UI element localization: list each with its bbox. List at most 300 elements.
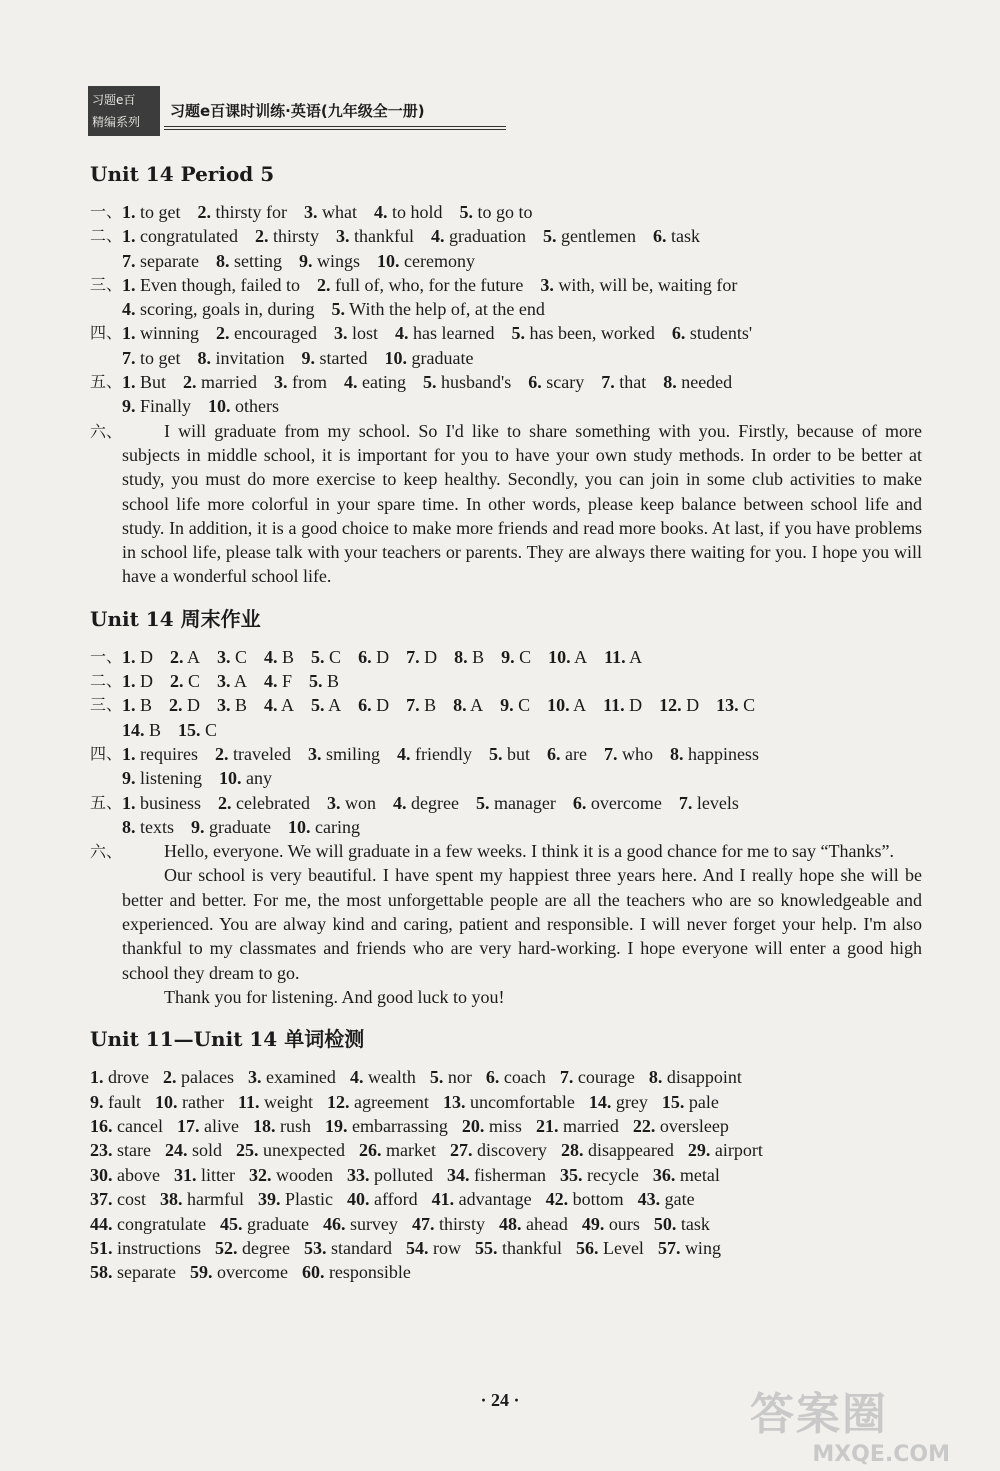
answer-text: overcome — [216, 1262, 288, 1283]
exercise-mark: 二、 — [90, 226, 123, 246]
answer-item — [299, 251, 360, 271]
answer-item — [672, 323, 752, 343]
answer-item — [377, 251, 475, 271]
answer-text: A — [328, 695, 342, 716]
exercise-mark: 五、 — [90, 792, 123, 812]
answer-text: task — [670, 226, 700, 247]
answer-item — [317, 275, 523, 295]
answer-item — [327, 793, 376, 813]
answer-item — [601, 372, 646, 392]
answer-text: A — [573, 695, 587, 716]
answer-number: 1. — [122, 323, 136, 344]
answer-item — [122, 323, 199, 343]
answer-item — [501, 647, 531, 667]
answer-number: 11. — [237, 1091, 260, 1112]
answer-line — [122, 718, 922, 742]
answer-line — [122, 645, 922, 669]
unit-section — [90, 160, 922, 589]
answer-line — [122, 742, 922, 766]
answer-text: coach — [503, 1067, 546, 1088]
answer-number: 4. — [349, 1067, 364, 1088]
answer-line — [90, 1065, 922, 1089]
answer-number: 8. — [122, 816, 136, 837]
answer-item — [304, 1238, 392, 1258]
answer-text: A — [470, 695, 484, 716]
answer-number: 9. — [301, 347, 315, 368]
answer-item — [548, 647, 587, 667]
answer-text: won — [344, 792, 376, 813]
answer-number: 1. — [122, 202, 136, 222]
answer-number: 10. — [155, 1091, 178, 1112]
answer-item — [604, 744, 653, 764]
answer-number: 2. — [316, 274, 331, 295]
answer-line — [122, 815, 922, 839]
answer-number: 52. — [215, 1238, 238, 1259]
answer-number: 2. — [197, 202, 211, 222]
answer-text: responsible — [328, 1262, 411, 1283]
answer-item — [560, 1165, 639, 1185]
answer-text: D — [140, 646, 153, 667]
answer-number: 8. — [197, 347, 211, 368]
answer-number: 3. — [247, 1067, 262, 1088]
exercise-mark: 二、 — [90, 671, 123, 691]
answer-number: 22. — [632, 1116, 656, 1137]
answer-item — [540, 275, 737, 295]
answer-text: bottom — [572, 1189, 624, 1210]
answer-item — [431, 226, 526, 246]
answer-item — [183, 372, 257, 392]
answer-item — [190, 1262, 288, 1282]
answer-item — [528, 372, 584, 392]
answer-item — [122, 202, 181, 222]
answer-text: Level — [602, 1238, 644, 1259]
answer-number: 35. — [559, 1164, 583, 1185]
answer-item — [462, 1116, 522, 1136]
answer-item — [163, 1067, 234, 1087]
answer-item — [327, 1092, 429, 1112]
answer-item — [311, 647, 341, 667]
answer-text: graduation — [448, 226, 526, 247]
answer-text: texts — [140, 816, 174, 837]
answer-number: 26. — [358, 1140, 382, 1161]
answer-text: scoring, goals in, during — [140, 299, 315, 320]
answer-text: instructions — [117, 1238, 201, 1259]
answer-item — [122, 251, 199, 271]
answer-text: degree — [242, 1238, 290, 1259]
answer-text: B — [327, 671, 340, 692]
answer-text: D — [424, 646, 438, 667]
answer-text: any — [246, 768, 272, 789]
answer-text: A — [629, 646, 643, 667]
answer-item — [220, 1214, 309, 1234]
exercise-group — [90, 791, 922, 840]
answer-text: discovery — [476, 1140, 547, 1161]
answer-number: 7. — [559, 1067, 574, 1088]
answer-item — [654, 1214, 710, 1234]
answer-item — [688, 1140, 763, 1160]
answer-number: 4. — [122, 299, 136, 320]
book-title: 习题e百课时训练·英语(九年级全一册) — [170, 102, 425, 120]
answer-number: 44. — [90, 1213, 113, 1234]
answer-text: unexpected — [263, 1140, 345, 1161]
answer-item — [543, 226, 636, 246]
answer-text: graduate — [411, 347, 474, 368]
answer-item — [308, 744, 380, 764]
exercise-answers — [122, 645, 922, 669]
exercise-answers — [122, 742, 922, 791]
answer-number: 3. — [326, 792, 341, 813]
answer-text: airport — [714, 1140, 763, 1161]
answer-item — [453, 695, 483, 715]
answer-line — [122, 321, 922, 345]
answer-text: D — [686, 695, 700, 716]
answer-item — [122, 817, 174, 837]
answer-number: 2. — [218, 792, 232, 813]
essay-answer — [90, 839, 922, 1009]
answer-text: business — [140, 792, 202, 813]
answer-line — [90, 1212, 922, 1236]
answer-item — [659, 695, 699, 715]
answer-text: courage — [577, 1067, 635, 1088]
answer-text: traveled — [232, 743, 291, 764]
answer-number: 25. — [236, 1140, 259, 1161]
answer-item — [219, 768, 272, 788]
answer-item — [311, 695, 341, 715]
answer-text: wealth — [367, 1067, 416, 1088]
answer-item — [476, 793, 556, 813]
answer-item — [347, 1189, 418, 1209]
answer-number: 3. — [304, 202, 318, 222]
answer-item — [218, 793, 310, 813]
answer-number: 14. — [588, 1091, 612, 1112]
answer-number: 38. — [160, 1189, 183, 1210]
answer-text: litter — [200, 1164, 235, 1185]
answer-number: 39. — [257, 1189, 281, 1210]
answer-text: husband's — [440, 372, 512, 393]
answer-item — [374, 202, 443, 222]
answer-number: 5. — [488, 743, 503, 764]
section-title: Unit 14 Period 5 — [90, 162, 275, 186]
answer-number: 37. — [90, 1189, 113, 1210]
page-header — [88, 86, 506, 136]
answer-item — [304, 202, 357, 222]
answer-number: 1. — [122, 695, 136, 716]
answer-item — [90, 1092, 141, 1112]
answer-number: 9. — [122, 396, 136, 417]
answer-item — [589, 1092, 648, 1112]
answer-text: separate — [140, 250, 199, 271]
answer-number: 59. — [189, 1262, 213, 1283]
answer-number: 1. — [122, 226, 136, 247]
answer-text: to get — [140, 347, 181, 368]
answer-text: gate — [664, 1189, 695, 1210]
answer-number: 57. — [657, 1238, 681, 1259]
answer-number: 13. — [442, 1091, 466, 1112]
exercise-mark: 六、 — [90, 842, 123, 862]
answer-text: examined — [265, 1067, 336, 1088]
answer-item — [460, 202, 533, 222]
answer-number: 1. — [122, 671, 136, 692]
answer-item — [582, 1214, 640, 1234]
answer-text: happiness — [687, 743, 759, 764]
answer-number: 1. — [122, 792, 136, 813]
exercise-mark: 一、 — [90, 202, 123, 221]
answer-number: 4. — [264, 671, 278, 692]
answer-number: 23. — [90, 1140, 113, 1161]
answer-item — [122, 671, 153, 691]
answer-item — [216, 251, 282, 271]
answer-text: married — [201, 372, 257, 393]
answer-item — [264, 647, 294, 667]
answer-item — [208, 396, 279, 416]
answer-text: invitation — [215, 347, 285, 368]
answer-item — [122, 396, 191, 416]
answer-line — [90, 1163, 922, 1187]
answer-item — [649, 1067, 742, 1087]
answer-number: 1. — [122, 372, 136, 393]
answer-number: 15. — [661, 1091, 685, 1112]
exercise-answers — [122, 200, 922, 224]
answer-item — [347, 1165, 433, 1185]
answer-number: 24. — [164, 1140, 188, 1161]
answer-text: C — [188, 671, 201, 692]
answer-item — [358, 647, 389, 667]
answer-number: 8. — [669, 743, 684, 764]
answer-item — [406, 695, 436, 715]
answer-line — [90, 1236, 922, 1260]
answer-number: 60. — [301, 1262, 325, 1283]
answer-item — [325, 1116, 448, 1136]
answer-text: miss — [488, 1116, 522, 1137]
answer-item — [122, 348, 181, 368]
answer-number: 27. — [449, 1140, 473, 1161]
answer-number: 5. — [475, 792, 490, 813]
answer-item — [344, 372, 406, 392]
answer-item — [264, 671, 292, 691]
answer-number: 19. — [324, 1116, 348, 1137]
answer-item — [217, 695, 247, 715]
answer-text: B — [140, 695, 153, 716]
answer-item — [432, 1189, 532, 1209]
answer-number: 7. — [603, 743, 618, 764]
answer-text: cost — [117, 1189, 146, 1210]
exercise-group — [90, 321, 922, 370]
answer-text: ceremony — [403, 250, 475, 271]
answer-text: started — [319, 347, 368, 368]
answer-text: winning — [140, 323, 200, 344]
answer-number: 2. — [170, 646, 184, 667]
answer-item — [122, 695, 152, 715]
answer-item — [238, 1092, 313, 1112]
answer-text: D — [140, 671, 153, 692]
exercise-group — [90, 273, 922, 322]
answer-text: eating — [361, 372, 406, 393]
answer-item — [576, 1238, 644, 1258]
answer-number: 3. — [217, 671, 231, 692]
exercise-answers — [122, 370, 922, 419]
answer-item — [395, 323, 494, 343]
answer-number: 10. — [548, 646, 571, 667]
answer-number: 12. — [659, 695, 682, 716]
vocab-section — [90, 1025, 922, 1285]
answer-number: 20. — [461, 1116, 485, 1137]
page-number: · 24 · — [480, 1390, 520, 1410]
section-title: Unit 11—Unit 14 单词检测 — [90, 1027, 365, 1052]
answer-item — [560, 1067, 635, 1087]
answer-number: 12. — [326, 1091, 350, 1112]
answer-number: 45. — [219, 1213, 243, 1234]
answer-number: 8. — [215, 250, 230, 271]
answer-text: fault — [108, 1091, 141, 1112]
answer-item — [486, 1067, 546, 1087]
answer-item — [384, 348, 473, 368]
answer-number: 4. — [396, 743, 411, 764]
answer-item — [638, 1189, 695, 1209]
answer-number: 47. — [411, 1213, 435, 1234]
answer-item — [122, 299, 314, 319]
essay-body — [122, 419, 922, 589]
answer-number: 9. — [122, 768, 136, 789]
exercise-mark: 六、 — [90, 421, 123, 441]
answer-item — [716, 695, 755, 715]
answer-item — [309, 671, 339, 691]
answer-item — [217, 671, 247, 691]
answer-number: 1. — [122, 274, 136, 295]
answer-line — [122, 693, 922, 717]
answer-text: C — [743, 695, 756, 716]
answer-text: scary — [546, 372, 585, 393]
answer-number: 4. — [394, 323, 409, 344]
answer-item — [170, 647, 200, 667]
answer-number: 9. — [298, 250, 313, 271]
answer-item — [90, 1067, 149, 1087]
exercise-group — [90, 200, 922, 224]
answer-number: 42. — [545, 1189, 569, 1210]
answer-item — [302, 1262, 411, 1282]
answer-item — [160, 1189, 244, 1209]
answer-text: row — [432, 1238, 461, 1259]
answer-number: 3. — [540, 274, 554, 295]
answer-number: 54. — [405, 1238, 429, 1259]
answer-number: 7. — [406, 695, 420, 716]
answer-number: 9. — [90, 1091, 104, 1112]
answer-text: ours — [608, 1213, 640, 1234]
answer-content — [90, 160, 922, 1301]
answer-number: 50. — [653, 1213, 677, 1234]
answer-number: 4. — [374, 202, 388, 222]
answer-number: 5. — [459, 202, 474, 222]
answer-number: 5. — [511, 323, 525, 344]
answer-number: 4. — [264, 695, 278, 716]
answer-item — [169, 695, 200, 715]
answer-item — [323, 1214, 398, 1234]
answer-text: ahead — [525, 1213, 568, 1234]
answer-item — [670, 744, 759, 764]
answer-number: 5. — [331, 299, 345, 320]
answer-number: 53. — [303, 1238, 327, 1259]
answer-text: B — [424, 695, 437, 716]
answer-item — [255, 226, 319, 246]
answer-item — [191, 817, 271, 837]
answer-line — [122, 394, 922, 418]
answer-item — [604, 647, 642, 667]
answer-number: 9. — [191, 816, 205, 837]
answer-item — [475, 1238, 562, 1258]
answer-item — [334, 323, 378, 343]
answer-text: congratulate — [117, 1213, 206, 1234]
answer-text: B — [282, 646, 295, 667]
answer-text: friendly — [414, 743, 472, 764]
answer-text: students' — [689, 323, 753, 344]
answer-item — [406, 647, 437, 667]
answer-number: 7. — [122, 250, 136, 271]
answer-text: A — [187, 646, 201, 667]
answer-item — [215, 1238, 290, 1258]
answer-number: 16. — [90, 1116, 113, 1137]
exercise-mark: 三、 — [90, 695, 123, 715]
answer-number: 5. — [429, 1067, 444, 1088]
answer-text: graduate — [246, 1213, 309, 1234]
exercise-mark: 四、 — [90, 323, 123, 343]
answer-number: 3. — [307, 743, 322, 764]
answer-number: 7. — [601, 372, 615, 393]
answer-number: 2. — [254, 226, 269, 247]
answer-number: 4. — [430, 226, 445, 247]
answer-number: 48. — [498, 1213, 522, 1234]
answer-item — [90, 1189, 146, 1209]
answer-line — [90, 1114, 922, 1138]
answer-number: 2. — [169, 695, 183, 716]
answer-text: stare — [117, 1140, 151, 1161]
answer-number: 36. — [652, 1164, 676, 1185]
answer-number: 3. — [217, 646, 231, 667]
answer-item — [90, 1262, 176, 1282]
answer-item — [350, 1067, 416, 1087]
answer-text: advantage — [458, 1189, 532, 1210]
answer-number: 10. — [384, 347, 407, 368]
answer-item — [393, 793, 459, 813]
answer-number: 1. — [122, 743, 136, 764]
answer-number: 41. — [431, 1189, 455, 1210]
answer-text: Finally — [140, 396, 192, 417]
answer-item — [511, 323, 654, 343]
answer-text: manager — [493, 792, 556, 813]
exercise-mark: 三、 — [90, 274, 123, 294]
answer-text: above — [117, 1164, 160, 1185]
answer-item — [679, 793, 739, 813]
answer-item — [258, 1189, 333, 1209]
answer-text: C — [518, 695, 531, 716]
answer-line — [122, 370, 922, 394]
answer-text: requires — [140, 743, 198, 764]
answer-text: cancel — [117, 1116, 163, 1137]
answer-item — [633, 1116, 729, 1136]
answer-text: has learned — [412, 323, 495, 344]
answer-text: disappoint — [666, 1067, 742, 1088]
answer-line — [90, 1090, 922, 1114]
answer-text: thirsty — [272, 226, 319, 247]
answer-item — [663, 372, 732, 392]
answer-text: harmful — [187, 1189, 244, 1210]
answer-text: gentlemen — [560, 226, 636, 247]
answer-number: 40. — [346, 1189, 370, 1210]
answer-text: are — [564, 743, 587, 764]
exercise-mark: 五、 — [90, 372, 123, 392]
exercise-group — [90, 669, 922, 693]
answer-number: 4. — [343, 372, 358, 393]
answer-text: B — [472, 646, 485, 667]
answer-text: disappeared — [587, 1140, 674, 1161]
